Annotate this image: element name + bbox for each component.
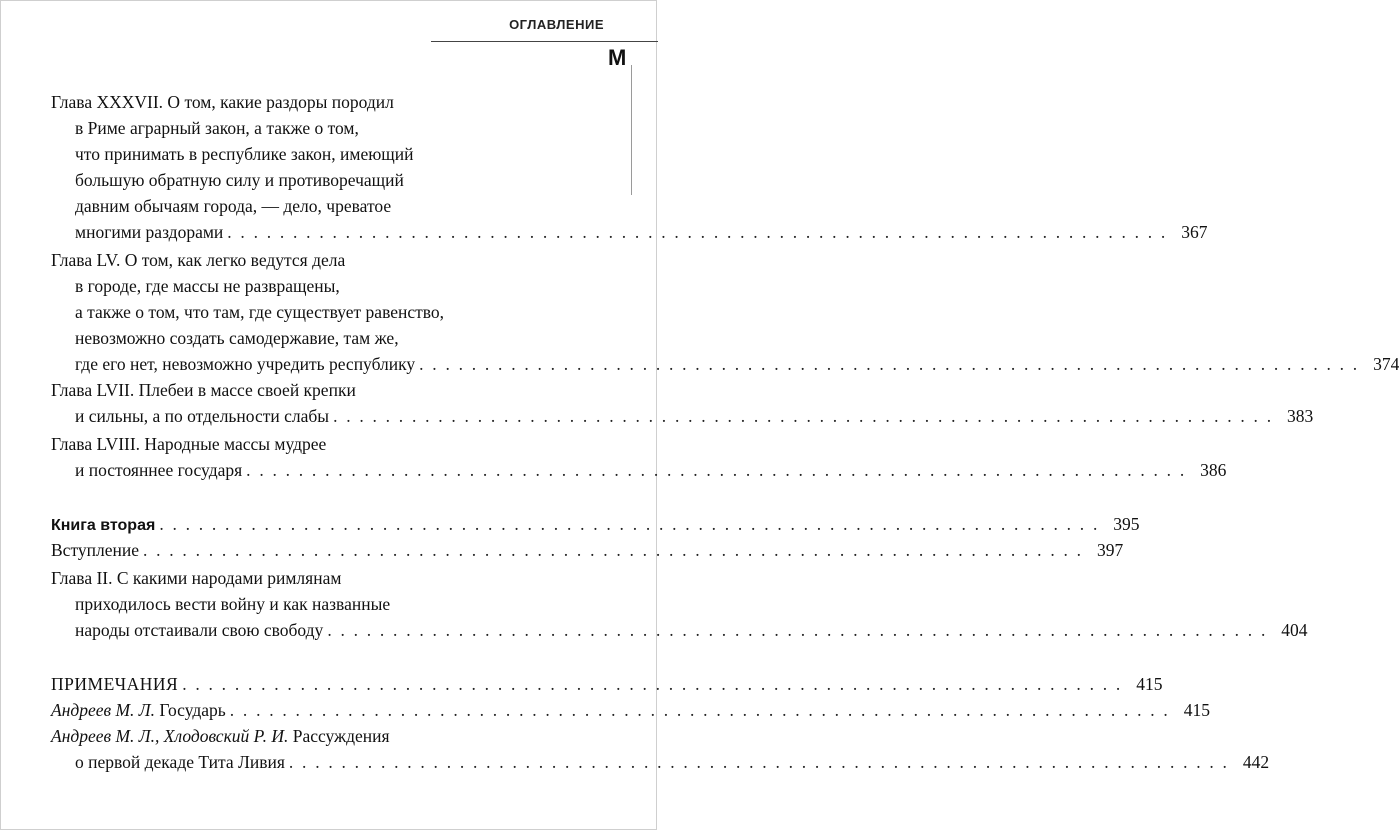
page-number: 383 — [1287, 406, 1314, 426]
toc-entry-introduction[interactable] — [51, 537, 1124, 563]
toc-entry-last-line — [75, 457, 1227, 483]
toc-entry-notes[interactable] — [51, 671, 1163, 697]
page-number: 404 — [1281, 620, 1308, 640]
toc-entry-line: народы отстаивали свою свободу — [75, 620, 324, 640]
work-title: Государь — [159, 700, 226, 720]
work-title: Рассуждения — [292, 726, 390, 746]
margin-rule — [631, 65, 632, 195]
toc-entry-line: многими раздорами — [75, 222, 224, 242]
toc-entry-line: невозможно создать самодержавие, там же, — [75, 328, 399, 348]
toc-entry-last-line — [75, 351, 1399, 377]
author-name: Андреев М. Л., Хлодовский Р. И. — [51, 726, 289, 746]
dot-leader: . . . . . . . . . . . . . . . . . . . . . . . . . . . . . . . . . . . . . . . . . . . . . . . . . . . . . . . . . . . . . . . . . . . . . . . . — [227, 222, 1168, 242]
toc-entry-line: Глава XXXVII. О том, какие раздоры породил — [51, 92, 394, 112]
toc-entry-line: а также о том, что там, где существует равенство, — [75, 302, 445, 322]
dot-leader: . . . . . . . . . . . . . . . . . . . . . . . . . . . . . . . . . . . . . . . . . . . . . . . . . . . . . . . . . . . . . . . . . . . . . . . . — [142, 540, 1084, 560]
toc-entry-line: Глава LVIII. Народные массы мудрее — [51, 434, 327, 454]
toc-entry-line: большую обратную силу и противоречащий — [75, 170, 404, 190]
toc-entry-line: в Риме аграрный закон, а также о том, — [75, 118, 359, 138]
page-number: 367 — [1181, 222, 1208, 242]
page-number: 442 — [1242, 752, 1270, 772]
dot-leader: . . . . . . . . . . . . . . . . . . . . . . . . . . . . . . . . . . . . . . . . . . . . . . . . . . . . . . . . . . . . . . . . . . . . . . . . — [182, 674, 1123, 694]
toc-entry-line: и постояннее государя — [75, 460, 243, 480]
dot-leader: . . . . . . . . . . . . . . . . . . . . . . . . . . . . . . . . . . . . . . . . . . . . . . . . . . . . . . . . . . . . . . . . . . . . . . . . — [159, 514, 1100, 534]
header-rule — [431, 41, 658, 42]
page-number: 415 — [1183, 700, 1211, 720]
toc-entry-last-line — [75, 749, 1270, 775]
toc-entry-line: Глава LVII. Плебеи в массе своей крепки — [51, 380, 356, 400]
dot-leader: . . . . . . . . . . . . . . . . . . . . . . . . . . . . . . . . . . . . . . . . . . . . . . . . . . . . . . . . . . . . . . . . . . . . . . . . — [288, 752, 1230, 772]
running-head: ОГЛАВЛЕНИЕ — [509, 17, 604, 32]
toc-entry-title: Вступление — [51, 540, 139, 560]
toc-entry-line — [51, 723, 390, 749]
section-thumb-tab: М — [608, 45, 627, 70]
toc-entry-book-2[interactable] — [51, 511, 1140, 537]
dot-leader: . . . . . . . . . . . . . . . . . . . . . . . . . . . . . . . . . . . . . . . . . . . . . . . . . . . . . . . . . . . . . . . . . . . . . . . . — [419, 354, 1360, 374]
toc-entry-line: где его нет, невозможно учредить республику — [75, 354, 416, 374]
dot-leader: . . . . . . . . . . . . . . . . . . . . . . . . . . . . . . . . . . . . . . . . . . . . . . . . . . . . . . . . . . . . . . . . . . . . . . . . — [229, 700, 1171, 720]
toc-entry-andreev-prince[interactable] — [51, 697, 1211, 723]
toc-entry-line: в городе, где массы не развращены, — [75, 276, 340, 296]
toc-entry-last-line — [75, 617, 1308, 643]
toc-entry-line: что принимать в республике закон, имеющий — [75, 144, 414, 164]
page-number: 395 — [1113, 514, 1140, 534]
page-number: 415 — [1136, 674, 1163, 694]
toc-book-title: Книга вторая — [51, 517, 156, 534]
dot-leader: . . . . . . . . . . . . . . . . . . . . . . . . . . . . . . . . . . . . . . . . . . . . . . . . . . . . . . . . . . . . . . . . . . . . . . . . — [333, 406, 1274, 426]
dot-leader: . . . . . . . . . . . . . . . . . . . . . . . . . . . . . . . . . . . . . . . . . . . . . . . . . . . . . . . . . . . . . . . . . . . . . . . . — [327, 620, 1268, 640]
work-title: о первой декаде Тита Ливия — [75, 752, 285, 772]
toc-section-title: ПРИМЕЧАНИЯ — [51, 674, 179, 694]
toc-entry-line: приходилось вести войну и как названные — [75, 594, 391, 614]
page-number: 386 — [1200, 460, 1227, 480]
toc-entry-line: Глава II. С какими народами римлянам — [51, 568, 342, 588]
toc-entry-last-line — [75, 219, 1208, 245]
page-number: 397 — [1096, 540, 1124, 560]
dot-leader: . . . . . . . . . . . . . . . . . . . . . . . . . . . . . . . . . . . . . . . . . . . . . . . . . . . . . . . . . . . . . . . . . . . . . . . . — [246, 460, 1187, 480]
author-name: Андреев М. Л. — [51, 700, 156, 720]
toc-entry-last-line — [75, 403, 1314, 429]
toc-entry-line: и сильны, а по отдельности слабы — [75, 406, 330, 426]
toc-entry-line: давним обычаям города, — дело, чреватое — [75, 196, 392, 216]
toc-entry-title-line — [51, 697, 226, 723]
toc-entry-line: Глава LV. О том, как легко ведутся дела — [51, 250, 346, 270]
page-number: 374 — [1373, 354, 1399, 374]
